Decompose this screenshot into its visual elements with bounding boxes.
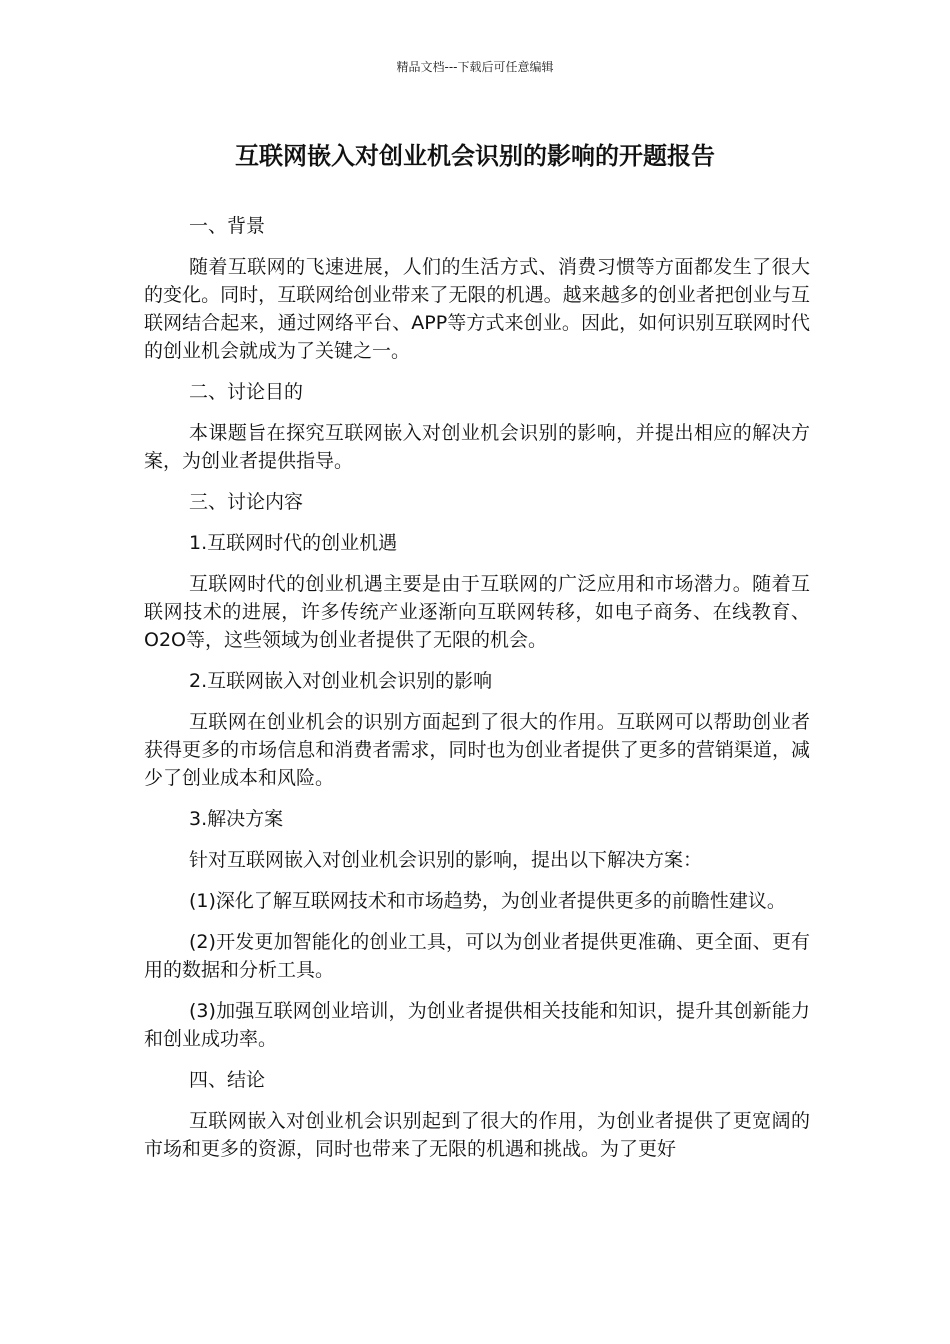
paragraph-background: 随着互联网的飞速进展，人们的生活方式、消费习惯等方面都发生了很大的变化。同时，互联网给创业带来了无限的机遇。越来越多的创业者把创业与互联网结合起来，通过网络平台、APP等方式来创业。因此，如何识别互联网时代的创业机会就成为了关键之一。 <box>144 256 810 362</box>
paragraph-purpose: 本课题旨在探究互联网嵌入对创业机会识别的影响，并提出相应的解决方案，为创业者提供指导。 <box>144 422 810 472</box>
paragraph-opportunities: 互联网时代的创业机遇主要是由于互联网的广泛应用和市场潜力。随着互联网技术的进展，许多传统产业逐渐向互联网转移，如电子商务、在线教育、O2O等，这些领域为创业者提供了无限的机会。 <box>144 573 810 651</box>
subheading-impact: 2.互联网嵌入对创业机会识别的影响 <box>189 670 493 692</box>
document-title: 互联网嵌入对创业机会识别的影响的开题报告 <box>235 142 715 170</box>
list-item-solution-3: (3)加强互联网创业培训，为创业者提供相关技能和知识，提升其创新能力和创业成功率。 <box>144 1000 810 1050</box>
section-heading-content: 三、讨论内容 <box>189 491 304 513</box>
document-body <box>144 212 810 1163</box>
list-item-solution-1: (1)深化了解互联网技术和市场趋势，为创业者提供更多的前瞻性建议。 <box>189 890 786 912</box>
section-heading-background: 一、背景 <box>189 215 266 237</box>
section-heading-purpose: 二、讨论目的 <box>189 381 304 403</box>
subheading-opportunities: 1.互联网时代的创业机遇 <box>189 532 398 554</box>
header-note: 精品文档---下载后可任意编辑 <box>396 60 554 74</box>
list-item-solution-2: (2)开发更加智能化的创业工具，可以为创业者提供更准确、更全面、更有用的数据和分析工具。 <box>144 931 810 981</box>
paragraph-solutions-intro: 针对互联网嵌入对创业机会识别的影响，提出以下解决方案： <box>189 849 703 871</box>
section-heading-conclusion: 四、结论 <box>189 1069 266 1091</box>
paragraph-conclusion: 互联网嵌入对创业机会识别起到了很大的作用，为创业者提供了更宽阔的市场和更多的资源，同时也带来了无限的机遇和挑战。为了更好 <box>144 1110 810 1160</box>
paragraph-impact: 互联网在创业机会的识别方面起到了很大的作用。互联网可以帮助创业者获得更多的市场信息和消费者需求，同时也为创业者提供了更多的营销渠道，减少了创业成本和风险。 <box>144 711 810 789</box>
subheading-solutions: 3.解决方案 <box>189 808 284 830</box>
